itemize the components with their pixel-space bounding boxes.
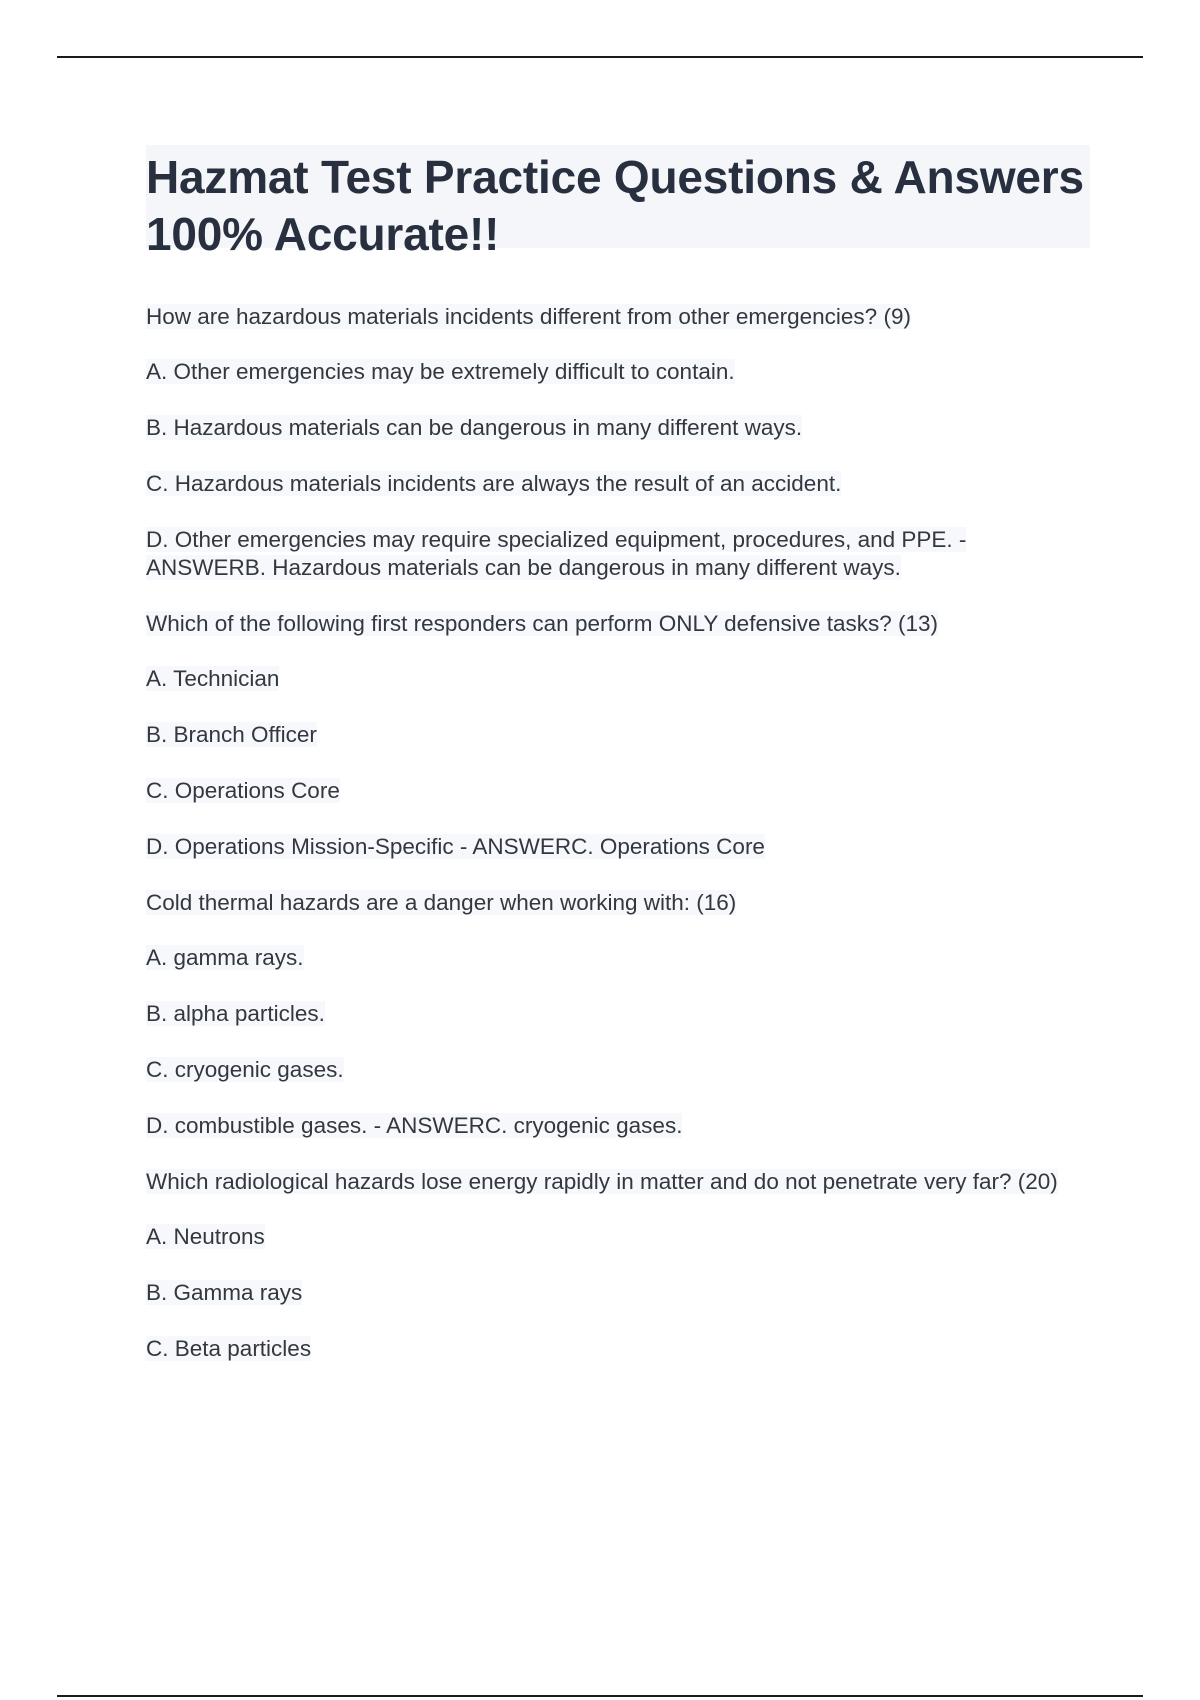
question-3-text: Cold thermal hazards are a danger when working with: (16): [146, 890, 737, 915]
q1-option-d-answer: [146, 526, 1090, 582]
q3-option-b-text: B. alpha particles.: [146, 1001, 325, 1026]
q1-option-d-answer-text: D. Other emergencies may require specialized equipment, procedures, and PPE. - ANSWERB. Hazardous materials can be dangerous in many different ways.: [146, 527, 967, 580]
q2-option-d-answer: [146, 833, 1090, 861]
question-3: [146, 889, 1090, 917]
q3-option-b: [146, 1000, 1090, 1028]
q1-option-b: [146, 414, 1090, 442]
q2-option-c: [146, 777, 1090, 805]
q3-option-d-answer: [146, 1112, 1090, 1140]
question-1: [146, 303, 1090, 331]
document-body: [146, 303, 1090, 1363]
q1-option-a-text: A. Other emergencies may be extremely difficult to contain.: [146, 359, 735, 384]
q2-option-a: [146, 665, 1090, 693]
q1-option-c: [146, 470, 1090, 498]
q4-option-b: [146, 1279, 1090, 1307]
document-page: [146, 145, 1090, 1391]
question-1-text: How are hazardous materials incidents different from other emergencies? (9): [146, 304, 911, 329]
q2-option-d-answer-text: D. Operations Mission-Specific - ANSWERC. Operations Core: [146, 834, 765, 859]
q4-option-a: [146, 1223, 1090, 1251]
q4-option-b-text: B. Gamma rays: [146, 1280, 303, 1305]
title-block: [146, 145, 1090, 260]
question-2-text: Which of the following first responders can perform ONLY defensive tasks? (13): [146, 611, 939, 636]
question-4: [146, 1168, 1090, 1196]
q4-option-c: [146, 1335, 1090, 1363]
question-2: [146, 610, 1090, 638]
footer-rule: [57, 1695, 1143, 1697]
document-title: Hazmat Test Practice Questions & Answers 100% Accurate!!: [146, 151, 1084, 260]
q2-option-a-text: A. Technician: [146, 666, 280, 691]
q2-option-c-text: C. Operations Core: [146, 778, 340, 803]
question-4-text: Which radiological hazards lose energy rapidly in matter and do not penetrate very far? (20): [146, 1169, 1058, 1194]
q3-option-a-text: A. gamma rays.: [146, 945, 304, 970]
q3-option-c: [146, 1056, 1090, 1084]
q1-option-a: [146, 358, 1090, 386]
header-rule: [57, 56, 1143, 58]
q2-option-b-text: B. Branch Officer: [146, 722, 317, 747]
q3-option-c-text: C. cryogenic gases.: [146, 1057, 344, 1082]
q2-option-b: [146, 721, 1090, 749]
q4-option-c-text: C. Beta particles: [146, 1336, 312, 1361]
q3-option-d-answer-text: D. combustible gases. - ANSWERC. cryogenic gases.: [146, 1113, 683, 1138]
q4-option-a-text: A. Neutrons: [146, 1224, 265, 1249]
q1-option-b-text: B. Hazardous materials can be dangerous in many different ways.: [146, 415, 803, 440]
q1-option-c-text: C. Hazardous materials incidents are always the result of an accident.: [146, 471, 842, 496]
q3-option-a: [146, 944, 1090, 972]
